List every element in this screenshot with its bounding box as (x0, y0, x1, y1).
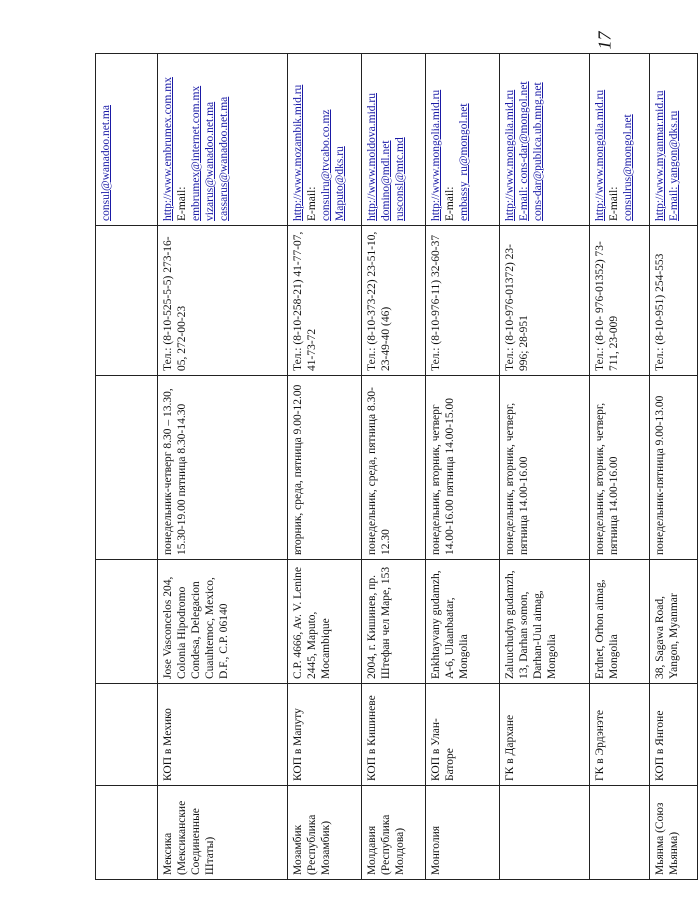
address-cell: Jose Vasconcelos 204, Colonia Hipodromo Condesa, Delegacion Cuauhtemoc, Mexico, D.F., C.P. 06140 (158, 560, 288, 684)
country-cell (96, 786, 158, 880)
contact-link[interactable]: http://www.myanmar.mid.ru (654, 90, 666, 221)
contact-link[interactable]: embrumex@internet.com.mx (190, 85, 203, 221)
contacts-cell (158, 54, 288, 226)
contact-link[interactable]: http://www.mongolia.mid.ru (504, 89, 516, 221)
phone-cell: Тел.: (8-10-976-01372) 23-996; 28-951 (500, 226, 590, 376)
phone-cell: Тел.: (8-10-951) 254-553 (650, 226, 698, 376)
country-cell: Молдавия (Республика Молдова) (362, 786, 426, 880)
mission-cell: КОП в Мапуту (288, 684, 362, 786)
contact-link[interactable]: vizarus@wanadoo.net.ma (204, 101, 217, 221)
contacts-cell (500, 54, 590, 226)
contact-link[interactable]: http://www.mozambik.mid.ru (292, 84, 304, 221)
mission-cell: КОП в Янгоне (650, 684, 698, 786)
contact-link[interactable]: E-mail: cons-dar@mongol.net (518, 81, 531, 221)
contact-label: E-mail: (176, 186, 189, 221)
phone-cell: Тел.: (8-10- 976-01352) 73-711, 23-009 (590, 226, 650, 376)
country-cell: Монголия (426, 786, 500, 880)
contact-link[interactable]: E-mail: yangon@dks.ru (668, 110, 681, 221)
contacts-cell (288, 54, 362, 226)
hours-cell: понедельник-четверг 8.30 – 13.30, 15.30-19.00 пятница 8.30-14.30 (158, 376, 288, 560)
contact-link[interactable]: rusconsl@mtc.md (394, 137, 407, 221)
contact-link[interactable]: cons-dar@publica.ub.mng.net (532, 82, 545, 221)
contact-link[interactable]: http://www.embrumex.com.mx (162, 77, 174, 221)
contact-link[interactable]: http://www.moldova.mid.ru (366, 93, 378, 221)
mission-cell: КОП в Кишиневе (362, 684, 426, 786)
rotated-consular-table-sheet (95, 54, 681, 880)
table-row (288, 54, 362, 880)
contacts-cell (650, 54, 698, 226)
contact-link[interactable]: consulrus@mongol.net (622, 114, 635, 221)
address-cell: 2004, г. Кишинев, пр. Штефан чел Маре, 153 (362, 560, 426, 684)
contact-link[interactable]: http://www.mongolia.mid.ru (594, 89, 606, 221)
hours-cell: понедельник, вторник, четверг 14.00-16.00 пятница 14.00-15.00 (426, 376, 500, 560)
contact-label: E-mail: (608, 186, 621, 221)
hours-cell: понедельник, вторник, четверг, пятница 14.00-16.00 (590, 376, 650, 560)
table-row (362, 54, 426, 880)
country-cell: Мексика (Мексиканские Соединенные Штаты) (158, 786, 288, 880)
contact-link[interactable]: embassy_ru@mongol.net (458, 103, 471, 221)
table-row (426, 54, 500, 880)
country-cell (590, 786, 650, 880)
contact-label: E-mail: (444, 186, 457, 221)
address-cell: Zaluuchudyn gudamzh, 13, Darhan somon, Darhan-Uul aimag, Mongolia (500, 560, 590, 684)
contact-link[interactable]: http://www.mongolia.mid.ru (430, 89, 442, 221)
mission-cell: ГК в Эрдэнэте (590, 684, 650, 786)
hours-cell (96, 376, 158, 560)
contact-link[interactable]: cassarus@wanadoo.net.ma (218, 96, 231, 221)
country-cell (500, 786, 590, 880)
contacts-cell (426, 54, 500, 226)
address-cell: Enkhtayvany gudamzh, A-6, Ulaanbaatar, Mongolia (426, 560, 500, 684)
contacts-cell (96, 54, 158, 226)
table-row (650, 54, 698, 880)
address-cell: C.P. 4666, Av. V. Lenine 2445, Maputo, Mocambique (288, 560, 362, 684)
table-row (590, 54, 650, 880)
address-cell: 38, Sagawa Road, Yangon, Myanmar (650, 560, 698, 684)
mission-cell: ГК в Дархане (500, 684, 590, 786)
contact-link[interactable]: consul@wanadoo.net.ma (100, 105, 112, 221)
contact-label: E-mail: (306, 186, 319, 221)
phone-cell: Тел.: (8-10-976-11) 32-60-37 (426, 226, 500, 376)
mission-cell: КОП в Мехико (158, 684, 288, 786)
phone-cell: Тел.: (8-10-373-22) 23-51-10, 23-49-40 (46) (362, 226, 426, 376)
address-cell: Erdnet, Orhon aimag, Mongolia (590, 560, 650, 684)
address-cell (96, 560, 158, 684)
phone-cell: Тел.: (8-10-525-5-5) 273-16-05, 272-00-23 (158, 226, 288, 376)
contacts-cell (590, 54, 650, 226)
hours-cell: понедельник, среда, пятница 8.30-12.30 (362, 376, 426, 560)
contacts-cell (362, 54, 426, 226)
mission-cell (96, 684, 158, 786)
phone-cell: Тел.: (8-10-258-21) 41-77-07, 41-73-72 (288, 226, 362, 376)
hours-cell: вторник, среда, пятница 9.00-12.00 (288, 376, 362, 560)
phone-cell (96, 226, 158, 376)
contact-link[interactable]: Maputo@dks.ru (334, 146, 347, 221)
contact-link[interactable]: domino@mdl.net (380, 140, 393, 221)
consular-offices-table (95, 53, 698, 880)
table-row (500, 54, 590, 880)
table-row (96, 54, 158, 880)
page-number-mark: 17 (594, 31, 615, 50)
mission-cell: КОП в Улан-Баторе (426, 684, 500, 786)
country-cell: Мозамбик (Республика Мозамбик) (288, 786, 362, 880)
hours-cell: понедельник, вторник, четверг, пятница 14.00-16.00 (500, 376, 590, 560)
hours-cell: понедельник-пятница 9.00-13.00 (650, 376, 698, 560)
table-row (158, 54, 288, 880)
contact-link[interactable]: consulru@tvcabo.co.mz (320, 109, 333, 221)
country-cell: Мьянма (Союз Мьянма) (650, 786, 698, 880)
